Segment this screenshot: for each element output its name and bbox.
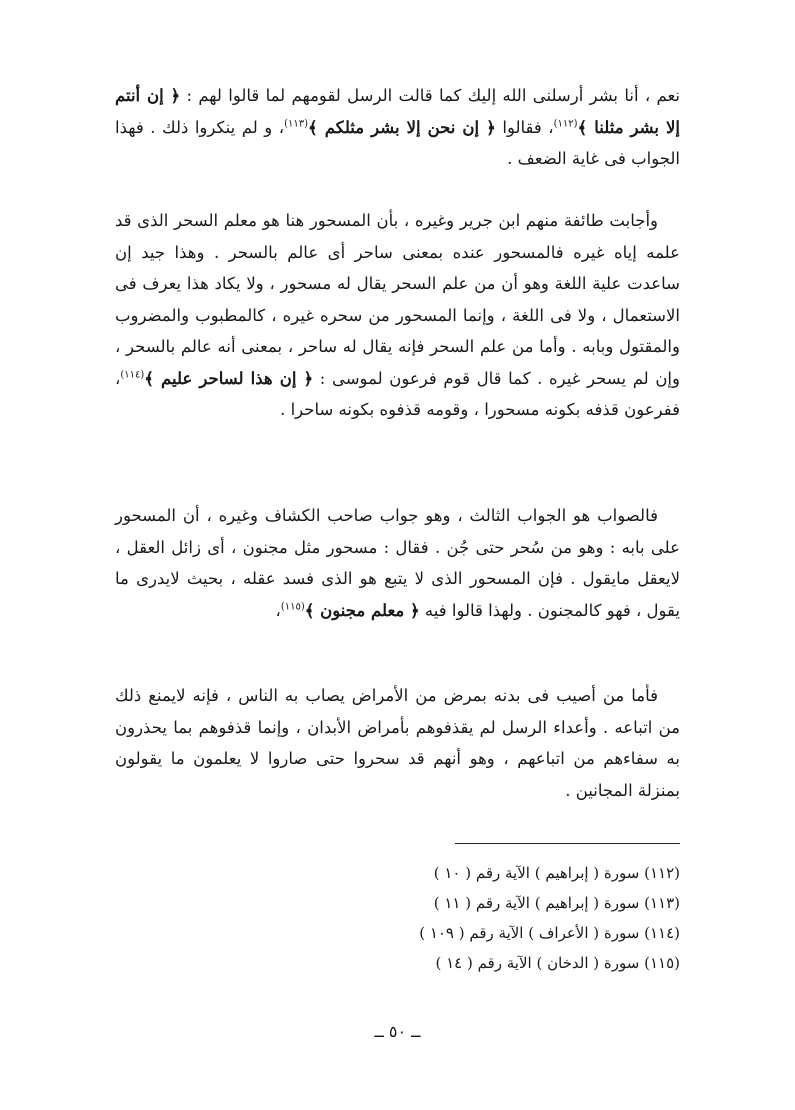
footnote-item: (١١٢) سورة ( إبراهيم ) الآية رقم ( ١٠ ) xyxy=(433,864,680,882)
quran-quote: ﴿ إن أنتم إلا بشر مثلنا ﴾ xyxy=(115,86,680,137)
text-run: نعم ، أنا بشر أرسلنى الله إليك كما قالت الرسل لقومهم لما قالوا لهم : xyxy=(180,86,681,105)
footnote-item: (١١٣) سورة ( إبراهيم ) الآية رقم ( ١١ ) xyxy=(433,894,680,912)
footnote-divider xyxy=(455,843,680,844)
footnote-ref: (١١٣) xyxy=(284,118,309,129)
footnote-item: (١١٥) سورة ( الدخان ) الآية رقم ( ١٤ ) xyxy=(435,954,680,972)
footnote-item: (١١٤) سورة ( الأعراف ) الآية رقم ( ١٠٩ ) xyxy=(419,924,680,942)
paragraph-4 xyxy=(115,680,680,806)
text-run: وأجابت طائفة منهم ابن جرير وغيره ، بأن المسحور هنا هو معلم السحر الذى قد علمه إياه غيره فالمسحور عنده بمعنى ساحر أى عالم بالسحر . وهذا جيد إن ساعدت علية اللغة وهو أن من علم السحر يقال له مسحور ، ولا يكاد هذا يعرف فى الاستعمال ، ولا فى اللغة ، وإنما المسحور من سحره غيره ، كالمطبوب والمضروب والمقتول وبابه . وأما من علم السحر فإنه يقال له ساحر ، بمعنى أنه عالم بالسحر ، وإن لم يسحر غيره . كما قال قوم فرعون لموسى : xyxy=(115,211,680,388)
paragraph-1 xyxy=(115,80,680,175)
page-number: ــ ٥٠ ــ xyxy=(374,1022,421,1041)
text-run: ، و لم ينكروا ذلك . فهذا الجواب فى غاية الضعف . xyxy=(115,117,680,168)
text-run: ، xyxy=(275,600,281,620)
quran-quote: ﴿ إن هذا لساحر عليم ﴾ xyxy=(144,368,314,388)
paragraph-3 xyxy=(115,500,680,626)
text-run: ، فقالوا xyxy=(495,117,554,137)
quran-quote: ﴿ معلم مجنون ﴾ xyxy=(304,600,420,620)
footnote-ref: (١١٢) xyxy=(553,118,578,129)
paragraph-2 xyxy=(115,205,680,426)
footnotes xyxy=(300,858,680,978)
text-run: ، ففرعون قذفه بكونه مسحورا ، وقومه قذفوه بكونه ساحرا . xyxy=(115,368,680,419)
footnote-ref: (١١٤) xyxy=(120,369,145,380)
text-run: فالصواب هو الجواب الثالث ، وهو جواب صاحب الكشاف وغيره ، أن المسحور على بابه : وهو من سُحر حتى جُن . فقال : مسحور مثل مجنون ، أى زائل العقل ، لايعقل مايقول . فإن المسحور الذى لا يتبع هو الذى فسد عقله ، بحيث لايدرى ما يقول ، فهو كالمجنون . ولهذا قالوا فيه xyxy=(115,506,680,620)
quran-quote: ﴿ إن نحن إلا بشر مثلكم ﴾ xyxy=(308,117,496,137)
footnote-ref: (١١٥) xyxy=(280,601,305,612)
text-run: فأما من أصيب فى بدنه بمرض من الأمراض يصاب به الناس ، فإنه لايمنع ذلك من اتباعه . وأعداء الرسل لم يقذفوهم بأمراض الأبدان ، وإنما قذفوهم بما يحذرون به سفاءهم من اتباعهم ، وهو أنهم قد سحروا حتى صاروا لا يعلمون ما يقولون بمنزلة المجانين . xyxy=(115,686,680,800)
